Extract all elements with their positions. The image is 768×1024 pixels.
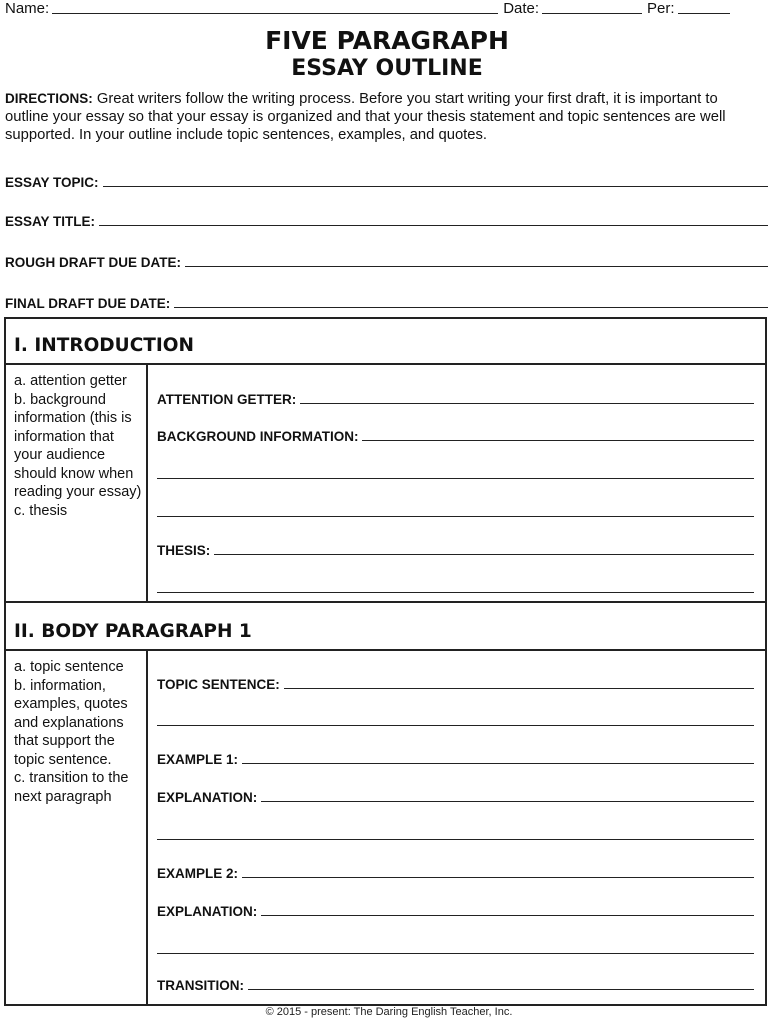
rough-draft-label: ROUGH DRAFT DUE DATE: <box>5 255 181 270</box>
body-paragraph-1-body <box>6 651 765 1004</box>
rough-draft-blank[interactable] <box>185 266 768 267</box>
introduction-heading: I. INTRODUCTION <box>14 335 194 356</box>
essay-title-field <box>5 209 768 229</box>
thesis-blank-2[interactable] <box>157 592 754 593</box>
body-note-a: a. topic sentence <box>14 659 124 675</box>
outline-table <box>4 317 767 1006</box>
explanation-1-blank[interactable] <box>261 801 754 802</box>
introduction-note-c: c. thesis <box>14 502 68 519</box>
background-info-label: BACKGROUND INFORMATION: <box>157 429 359 444</box>
page-subtitle: ESSAY OUTLINE <box>291 56 483 81</box>
final-draft-label: FINAL DRAFT DUE DATE: <box>5 296 171 311</box>
explanation-2-label: EXPLANATION: <box>157 904 258 919</box>
topic-sentence-blank-2[interactable] <box>157 725 754 726</box>
introduction-note-a: a. attention getter <box>14 373 127 389</box>
blank-row <box>157 823 754 843</box>
blank-row <box>157 462 754 482</box>
explanation-2-blank[interactable] <box>261 915 754 916</box>
essay-topic-field <box>5 170 768 190</box>
blank-row <box>157 500 754 520</box>
copyright-footer: © 2015 - present: The Daring English Teacher, Inc. <box>265 1006 513 1018</box>
essay-title-blank[interactable] <box>99 225 768 226</box>
example-1-label: EXAMPLE 1: <box>157 752 239 767</box>
transition-blank[interactable] <box>248 989 754 990</box>
name-label: Name: <box>5 0 50 17</box>
name-blank[interactable] <box>52 13 498 14</box>
background-info-blank[interactable] <box>362 440 754 441</box>
explanation-2-row <box>157 899 754 919</box>
body-paragraph-1-notes <box>14 658 142 806</box>
example-2-row <box>157 861 754 881</box>
example-1-row <box>157 747 754 767</box>
column-divider <box>146 365 148 603</box>
directions-label: DIRECTIONS: <box>5 91 93 106</box>
attention-getter-row <box>157 387 754 407</box>
example-2-blank[interactable] <box>242 877 754 878</box>
introduction-notes <box>14 372 142 520</box>
directions-text: Great writers follow the writing process. Before you start writing your first draft, it is important to outline your essay so that your essay is organized and that your thesis statement and topic sentences are well supported. In your outline include topic sentences, examples, and quotes. <box>5 91 726 143</box>
background-info-blank-2[interactable] <box>157 478 754 479</box>
body-paragraph-1-heading: II. BODY PARAGRAPH 1 <box>14 621 252 642</box>
per-label: Per: <box>647 0 675 17</box>
thesis-blank[interactable] <box>214 554 754 555</box>
date-label: Date: <box>503 0 540 17</box>
rough-draft-field <box>5 250 768 270</box>
date-blank[interactable] <box>542 13 642 14</box>
final-draft-blank[interactable] <box>174 307 768 308</box>
thesis-label: THESIS: <box>157 543 211 558</box>
example-1-blank[interactable] <box>242 763 754 764</box>
blank-row <box>157 576 754 596</box>
column-divider <box>146 651 148 1004</box>
final-draft-field <box>5 291 768 311</box>
student-info-row <box>5 0 757 17</box>
essay-topic-blank[interactable] <box>103 186 768 187</box>
essay-title-label: ESSAY TITLE: <box>5 214 96 229</box>
body-note-c: c. transition to the next paragraph <box>14 770 129 805</box>
explanation-1-blank-2[interactable] <box>157 839 754 840</box>
body-note-b: b. information, examples, quotes and explanations that support the topic sentence. <box>14 677 128 768</box>
explanation-2-blank-2[interactable] <box>157 953 754 954</box>
blank-row <box>157 937 754 957</box>
section-divider <box>6 601 765 603</box>
thesis-row <box>157 538 754 558</box>
transition-label: TRANSITION: <box>157 978 244 993</box>
body-paragraph-1-header <box>6 605 765 651</box>
explanation-1-row <box>157 785 754 805</box>
attention-getter-blank[interactable] <box>300 403 754 404</box>
transition-row <box>157 973 754 993</box>
background-info-row <box>157 424 754 444</box>
topic-sentence-blank[interactable] <box>284 688 754 689</box>
per-blank[interactable] <box>678 13 730 14</box>
page-title: FIVE PARAGRAPH <box>265 26 509 55</box>
topic-sentence-row <box>157 672 754 692</box>
background-info-blank-3[interactable] <box>157 516 754 517</box>
attention-getter-label: ATTENTION GETTER: <box>157 392 297 407</box>
introduction-note-b: b. background information (this is information that your audience should know when reading your essay) <box>14 391 142 500</box>
directions-paragraph <box>5 90 765 144</box>
explanation-1-label: EXPLANATION: <box>157 790 258 805</box>
example-2-label: EXAMPLE 2: <box>157 866 239 881</box>
essay-topic-label: ESSAY TOPIC: <box>5 175 99 190</box>
blank-row <box>157 709 754 729</box>
topic-sentence-label: TOPIC SENTENCE: <box>157 677 280 692</box>
introduction-header <box>6 319 765 365</box>
introduction-body <box>6 365 765 603</box>
